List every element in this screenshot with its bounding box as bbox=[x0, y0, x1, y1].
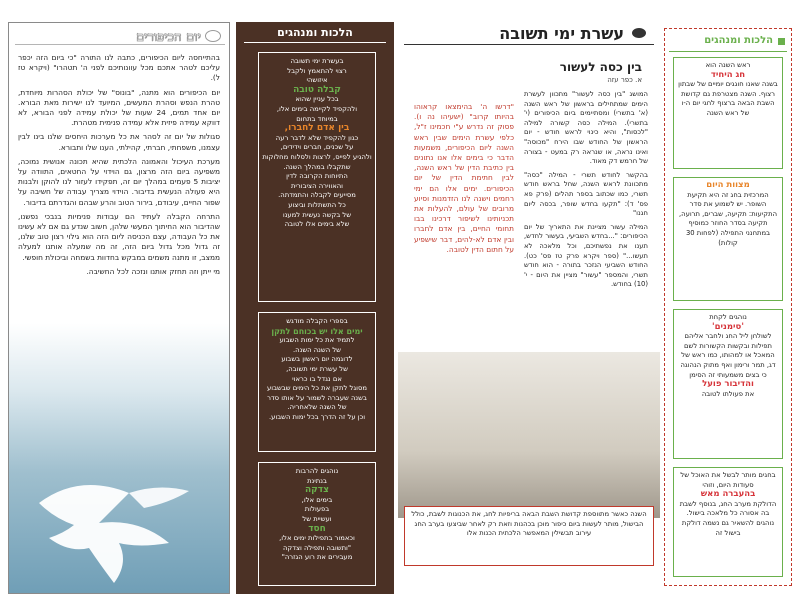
brown-line: בנתינת bbox=[307, 476, 327, 485]
yk-paragraph: מי ייתן וזה תחזק אותנו ונזכה לכל החשיבה. bbox=[86, 266, 220, 276]
ten-days-paragraph: המושג "בין כסה לעשור" מתכוון לעשרת הימים שמתחילים בראשון של ראש השנה (א' בתשרי) ומסתיימים ביום הכיפורים (י' בתשרי). המילה כסה קשורה למילה "לכסות", והיא כינוי לראש חודש - יום הראשון של החודש שבו הירח "מכוסה" ואינו נראה, או שנראה רק במעט - בצורה של חרמש דק מאוד. bbox=[524, 90, 648, 166]
yom-kippur-column bbox=[8, 22, 230, 594]
brown-line: מסוגל לתקן את כל הימים שבשבוע bbox=[266, 384, 368, 393]
brown-line: מעבירים את רוע הגזרה" bbox=[281, 553, 353, 562]
yk-paragraph: יום הכיפורים הוא מתנה, "בונוס" של יכולת הסהרות מיוחדת, טהרת הנפש וסהרת המעשים, המיועד לנו ישירות מאת הבורא. יום אחד תמים, 24 שעות של יכולת עמידה לפני הבורא, לא דווקא עמידה פיזית אלא עמידה פנימית מטהרת. bbox=[18, 87, 220, 128]
right-highlight: והדיבור פועל bbox=[702, 379, 754, 390]
speech-icon bbox=[205, 30, 221, 42]
brown-line: בפעולות bbox=[304, 505, 330, 514]
right-line: לשולחן ליל החג ולחבר אליהם תפילות ובקשות הקשורות לשם המאכל או למהותו, כמו ראש של דג, תמר ורימון ואף מתוק הנהוגה כי בצים משמעותי זה הסימן bbox=[680, 332, 776, 379]
customs-right-column bbox=[664, 28, 792, 586]
right-line: בחגים מותר לבשל את האוכל של סעודות היום, וזוהי bbox=[680, 471, 776, 489]
brown-highlight: בין אדם לחברו, bbox=[284, 123, 350, 134]
dove-icon bbox=[19, 463, 199, 593]
brown-line: מסייעים לקבלה והתמדתה. bbox=[278, 191, 356, 200]
brown-highlight: צדקה bbox=[305, 485, 329, 496]
brown-line: ועשיית של bbox=[302, 514, 332, 523]
ten-days-header bbox=[404, 22, 654, 45]
brown-line: על שכנים, חברים וידידים, bbox=[280, 143, 354, 152]
ten-days-right-text bbox=[524, 90, 648, 294]
customs-right-title: הלכות ומנהגים bbox=[704, 35, 773, 46]
brown-highlight: קבלה טובה bbox=[293, 84, 341, 95]
ten-days-paragraph: "דרשו ה' בהימצאו קראוהו בהיותו קרוב" (ישעיהו נה ו). פסוק זה נדרש ע"י חכמינו ז"ל, כלפי עשרת הימים שבין ראש השנה ליום הכיפורים, משמעות הדבר כי בימים אלו אנו נתונים בין כתיבת הדין של ראש השנה, לבין חתימת הדין של יום הכיפורים. ימים אלו הם ימי רחמים וישנה לנו הזדמנות וסיוע מרובים של עולם, להעלות את תכניותינו לשיפור דרכינו בבו תחומי החיים, בין אדם לחברו ובין אדם לא-להים, דבר שישפיע על חתום הדין לטובה. bbox=[414, 102, 514, 254]
shabbat-holiday-text: השנה כאשר מתווספת קדושת השבת הבאה בריפיות לחג, את הכנוגות לשבת, כולל הבישול, מותר לעשות ביום כיפור מוכן בכהנות וזאת רק לאחר שביצעו בערב החג עירוב תבשילין המאפשר הלכתית הכנות אלו bbox=[411, 510, 647, 538]
brown-line: וכאמור בתפילות ימים אלו, bbox=[279, 534, 355, 543]
brown-line: של בקשה נעשית למענו bbox=[282, 210, 352, 219]
ten-days-paragraph: המילה עשור מציינת את התאריך של יום הכיפורים: "...בחדש השביעי, בעשור לחדש, תענו את נפשתיכם, וכל מלאכה לא תעשו..." (ספר ויקרא פרק טז פס' כט). החודש השביעי הנזכר בתורה - הוא חודש תשרי, והמספר "עשור" מציין את היום - י' (10) בחודש. bbox=[524, 222, 648, 289]
brown-line: כגון להקפיד שלא לדבר רעה bbox=[275, 133, 359, 142]
yom-kippur-header bbox=[9, 23, 230, 45]
brown-line: של השנה שלאחריה. bbox=[287, 403, 347, 412]
ten-days-column bbox=[398, 22, 660, 518]
brown-line: התיוחות הקרובה לדין bbox=[286, 172, 348, 181]
right-highlight: חג היחיד bbox=[710, 69, 746, 80]
right-line: המרכזית בחג זה היא תקיעת השופר. יש לשמוע את סדר התקיעות: תקיעה, שברים, תרועה, תקיעה בסדר החוזר כמוסיף במתחנני התפילה (לפחות 30 קולות) bbox=[678, 190, 778, 247]
right-line: הדולקת מערב החג, בנוסף לשבת בה אסורה כל מלאכה בישול. נוהגים להשאיר גם נשמה דולקת בישול זה bbox=[679, 499, 777, 537]
right-box-cooking bbox=[673, 467, 783, 577]
right-line: את פעולתו לטובה bbox=[701, 389, 755, 398]
speech-icon bbox=[632, 28, 646, 38]
brown-line: לדוגמה יום ראשון בשבוע bbox=[281, 355, 353, 364]
brown-box-fix-days bbox=[258, 312, 376, 452]
brown-line: של עשרת ימי תשובה, bbox=[286, 364, 348, 373]
brown-line: במיוחד בתחום bbox=[296, 114, 338, 123]
right-highlight: 'סימנים' bbox=[712, 321, 744, 332]
brown-highlight: חסד bbox=[308, 523, 326, 534]
brown-line: בימים אלו, bbox=[301, 495, 333, 504]
yom-kippur-title: יום הכיפורים bbox=[136, 30, 201, 45]
brown-line: "ותשובה ותפילה וצדקה bbox=[282, 543, 352, 552]
right-highlight: בהעברה מאש bbox=[700, 489, 756, 500]
brown-line: בעשרת ימי תשובה bbox=[290, 57, 344, 65]
brown-line: כל התשתלות וביצוע bbox=[288, 200, 346, 209]
brown-line: בכל עניין שהוא bbox=[295, 95, 339, 104]
customs-right-header bbox=[669, 33, 787, 52]
brown-line: שלא בימים אלו לטובה bbox=[284, 220, 350, 229]
brown-line: איזושהי bbox=[306, 76, 328, 85]
right-line: ראש השנה הוא bbox=[705, 61, 751, 69]
yk-paragraph: מערכת העיכול והאמונה הלכתית שהיא תכונה אנושית נמוכה, משפיעה ביום הזה מרצון, גם הוידוי על החטאים, התוודה על יציבות 5 פעמים במהלך יום זה, תפקידו לעזור לנו להוקן ולבנות היא פעולה הנעשית בדיבור. הוידוי מצריך עבודה של חשיבה על שפור החיים, עיבודם, בירור הטוב והרע שבהם והגדרתם בדיבור. bbox=[18, 156, 220, 207]
brown-line: והאווירה הציבורית bbox=[290, 181, 344, 190]
brown-line: שתקבלו במהלך השנה. bbox=[283, 162, 351, 171]
brown-line: ולהגיע לפייס, לרצות ולסלוח מחלוקות bbox=[262, 152, 372, 161]
right-box-holiday bbox=[673, 57, 783, 169]
right-line: בשנה שאנו חוגגים יומיים של שבתון רצוף. השנה מצטרפת גם קדושת השבת הבאה ברצוף לחגי יום ה-ו של ראש השנה bbox=[678, 80, 778, 117]
brown-highlight: ימים אלו יש בכוחם לתקן bbox=[271, 326, 363, 336]
square-icon bbox=[778, 38, 785, 45]
brown-line: נוהגים להרבות bbox=[295, 467, 339, 475]
brown-box-good-resolution bbox=[258, 52, 376, 302]
brown-line: של השנה השנה. bbox=[293, 345, 341, 354]
brown-line: ולהקפיד לקיימה בימים אלו, bbox=[276, 104, 358, 113]
right-highlight: מצוות היום bbox=[706, 180, 750, 190]
customs-brown-title: הלכות ומנהגים bbox=[277, 26, 353, 39]
yk-paragraph: בהתייחסה ליום הכיפורים, כתבה לנו התורה "כי ביום הזה יכפר עליכם לטהר אתכם מכל עוונותיכם לפני ה' תטהרו" (ויקרא טז ל). bbox=[18, 53, 220, 83]
right-box-signs bbox=[673, 309, 783, 459]
yk-paragraph: התרחה הקבלה לעתיד הם עבודות פנימיות בנבכי נפשנו, שהדיבור הוא החיתוך המעשי שלהן, חשוב שנדע גם אם לא עשינו את כל העבודה, עצם הכניסה ליום הזה הוא גילוי רצון טוב שלנו, זה גדול מכל גדול ביום הזה, זה מה שמעלה אותנו למעלה ממצב, זו מתנה משמים במבקש בחדוות בשמחה וביכולת חופשי. bbox=[18, 211, 220, 262]
right-line: נוהגים לקחת bbox=[709, 313, 747, 321]
brown-line: לתמיד את כל ימות השבוע bbox=[279, 336, 355, 345]
brown-line: רצוי להתאמץ ולקבל bbox=[287, 66, 347, 75]
right-box-shofar bbox=[673, 177, 783, 301]
shabbat-holiday-box bbox=[404, 506, 654, 566]
customs-brown-column bbox=[236, 22, 394, 594]
ten-days-paragraph: בהקשר לחודש תשרי - המילה "כסה" מתכוונת לראש השנה, שחל בראש חודש תשרי, כמו שכתוב בספר תהלים (פרק פא פס' ד): "תקעו בחדש שופר, בכסה ליום חגנו" bbox=[524, 170, 648, 218]
yk-paragraph: סגולות של יום זה לסהר את כל מערכות היחסים שלנו בינו לבין עצמנו, משפחתי, חברתי, קהילתי, הענו שלו ותבורא. bbox=[18, 132, 220, 152]
ten-days-title: עשרת ימי תשובה bbox=[499, 24, 624, 43]
brown-line: בספרי הקבלה מודגש bbox=[286, 317, 348, 325]
sub-title: בין כסה לעשור bbox=[559, 60, 642, 74]
brown-box-charity bbox=[258, 462, 376, 586]
brown-line: אם נגדל בו כראוי bbox=[292, 374, 342, 383]
yom-kippur-text bbox=[18, 53, 220, 281]
ten-days-left-text bbox=[414, 102, 514, 259]
brown-line: בשנה שעברה לשמור על אותו סדר bbox=[267, 393, 367, 402]
wall-image bbox=[398, 352, 660, 518]
sub-author: א. כפר עזה bbox=[607, 76, 642, 84]
brown-line: וכן על זה הדרך בכל ימות השבוע. bbox=[268, 412, 366, 421]
